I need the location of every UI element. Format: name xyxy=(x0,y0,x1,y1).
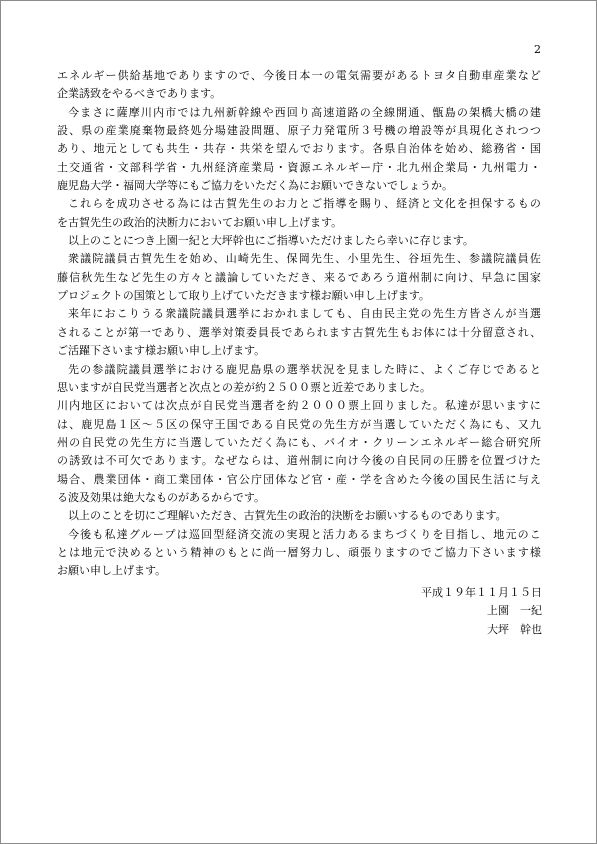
text-line: 先の参議院議員選挙における鹿児島県の選挙状況を見ました時に、よくご存じであると xyxy=(68,362,542,376)
text-line: あり、地元としても共生・共存・共栄を望んでおります。各県自治体を始め、総務省・国 xyxy=(57,142,542,156)
text-line: プロジェクトの国策として取り上げていただきます様お願い申し上げます。 xyxy=(57,289,430,303)
document-body xyxy=(57,67,542,581)
paragraph xyxy=(57,195,542,232)
text-line: 場合、農業団体・商工業団体・官公庁団体など官・産・学を含めた今後の国民生活に与え xyxy=(57,472,542,486)
text-line: されることが第一であり、選挙対策委員長であられます古賀先生もお体には十分留意され、 xyxy=(57,325,542,339)
text-line: お願い申し上げます。 xyxy=(57,564,167,578)
text-line: とは地元で決めるという精神のもとに尚一層努力し、頑張りますのでご協力下さいます様 xyxy=(57,545,542,559)
paragraph xyxy=(57,250,542,305)
text-line: 以上のことを切にご理解いただき、古賀先生の政治的決断をお願いするものであります。 xyxy=(68,509,507,523)
paragraph xyxy=(57,397,542,507)
text-line: これらを成功させる為には古賀先生のお力とご指導を賜り、経済と文化を担保するもの xyxy=(68,197,542,211)
paragraph xyxy=(57,305,542,360)
text-line: 以上のことにつき上園一紀と大坪幹也にご指導いただけましたら幸いに存じます。 xyxy=(68,234,474,248)
text-line: 藤信秋先生など先生の方々と議論していただき、来るであろう道州制に向け、早急に国家 xyxy=(57,270,542,284)
letter-date: 平成１９年１１月１５日 xyxy=(421,586,542,599)
paragraph xyxy=(57,104,542,196)
text-line: ご活躍下さいます様お願い申し上げます。 xyxy=(57,344,266,358)
signatory-1: 上園 一紀 xyxy=(487,604,542,618)
text-line: 土交通省・文部科学省・九州経済産業局・資源エネルギー庁・北九州企業局・九州電力・ xyxy=(57,160,542,174)
closing-block xyxy=(57,584,542,639)
text-line: 今後も私達グループは巡回型経済交流の実現と活力あるまちづくりを目指し、地元のこ xyxy=(68,527,542,541)
paragraph xyxy=(57,67,542,104)
text-line: 川内地区においては次点が自民党当選者を約２０００票上回りました。私達が思いますに xyxy=(57,399,542,413)
paragraph xyxy=(57,361,542,398)
text-line: を古賀先生の政治的決断力においてお願い申し上げます。 xyxy=(57,215,343,229)
text-line: 衆議院議員古賀先生を始め、山崎先生、保岡先生、小里先生、谷垣先生、参議院議員佐 xyxy=(68,252,542,266)
page-number: 2 xyxy=(534,43,541,56)
text-line: の誘致は不可欠であります。なぜならは、道州制に向け今後の自民同の圧勝を位置づけた xyxy=(57,454,542,468)
text-line: 思いますが自民党当選者と次点との差が約２５００票と近差でありました。 xyxy=(57,380,431,394)
signatory-2: 大坪 幹也 xyxy=(487,622,542,636)
paragraph xyxy=(57,232,542,250)
text-line: エネルギー供給基地でありますので、今後日本一の電気需要があるトヨタ自動車産業など xyxy=(57,69,542,82)
paragraph xyxy=(57,507,542,525)
text-line: は、鹿児島１区～５区の保守王国である自民党の先生方が当選していただく為にも、又九 xyxy=(57,417,542,431)
text-line: 州の自民党の先生方に当選していただく為にも、バイオ・クリーンエネルギー総合研究所 xyxy=(57,435,542,449)
paragraph xyxy=(57,526,542,581)
text-line: 設、県の産業廃棄物最終処分場建設問題、原子力発電所３号機の増設等が具現化されつつ xyxy=(57,124,542,138)
text-line: る波及効果は絶大なものがあるからです。 xyxy=(57,490,266,504)
text-line: 来年におこりうる衆議院議員選挙におかれましても、自由民主党の先生方皆さんが当選 xyxy=(68,307,542,321)
text-line: 今まさに薩摩川内市では九州新幹線や西回り高速道路の全線開通、甑島の架橋大橋の建 xyxy=(68,105,542,119)
text-line: 鹿児島大学・福岡大学等にもご協力をいただく為にお願いできないでしょうか。 xyxy=(57,179,453,193)
text-line: 企業誘致をやるべきであります。 xyxy=(57,87,222,101)
